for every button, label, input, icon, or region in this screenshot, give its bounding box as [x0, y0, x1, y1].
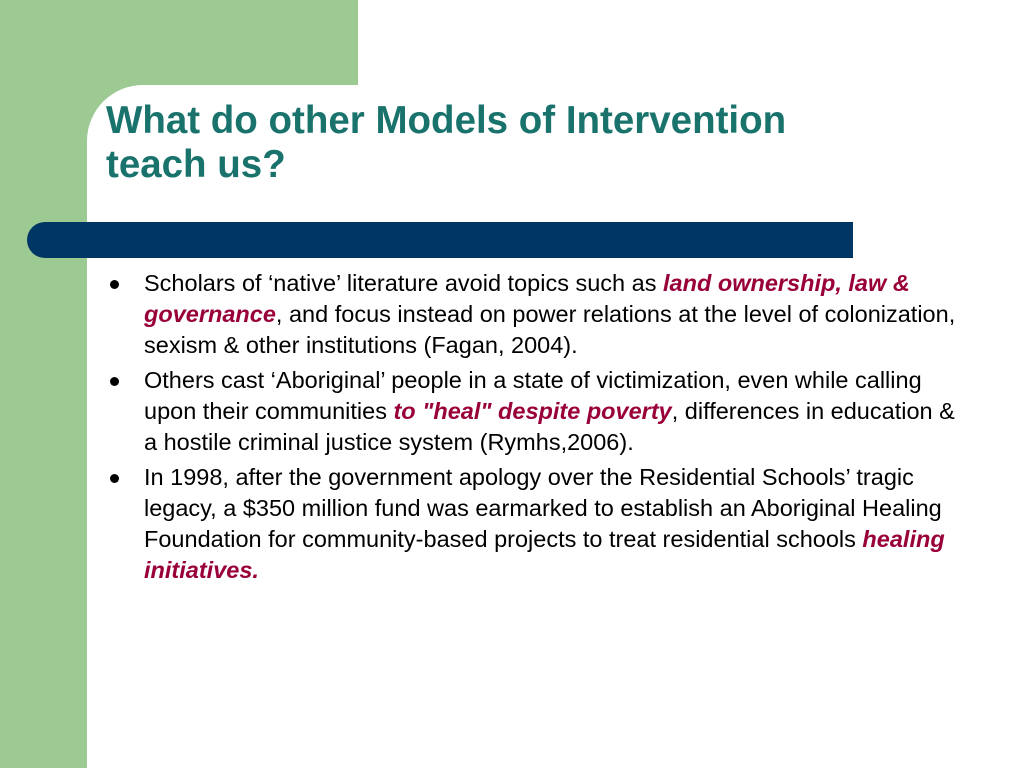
- bullet-emphasis: healing initiatives.: [144, 526, 945, 583]
- bullet-list: [106, 268, 956, 590]
- title-line-1: What do other Models of Intervention: [106, 99, 787, 142]
- bullet-text: , differences in education & a hostile criminal justice system (Rymhs,2006).: [144, 398, 955, 455]
- bullet-dot-icon: [110, 377, 119, 386]
- bullet-text: Scholars of ‘native’ literature avoid topics such as: [144, 270, 663, 296]
- bullet-dot-icon: [110, 280, 119, 289]
- bullet-dot-icon: [110, 474, 119, 483]
- bullet-item: [106, 365, 956, 458]
- title-line-2: teach us?: [106, 143, 286, 186]
- slide-title: [106, 99, 986, 187]
- bullet-text: In 1998, after the government apology over the Residential Schools’ tragic legacy, a $350 million fund was earmarked to establish an Aboriginal Healing Foundation for community-based projects to treat residential schools: [144, 464, 942, 552]
- title-divider-bar: [27, 222, 853, 258]
- bullet-text: Others cast ‘Aboriginal’ people in a state of victimization, even while calling upon their communities: [144, 367, 922, 424]
- bullet-emphasis: to "heal" despite poverty: [393, 398, 672, 424]
- bullet-emphasis: land ownership, law & governance: [144, 270, 910, 327]
- bullet-item: [106, 462, 956, 586]
- bullet-item: [106, 268, 956, 361]
- bullet-text: , and focus instead on power relations at the level of colonization, sexism & other institutions (Fagan, 2004).: [144, 301, 956, 358]
